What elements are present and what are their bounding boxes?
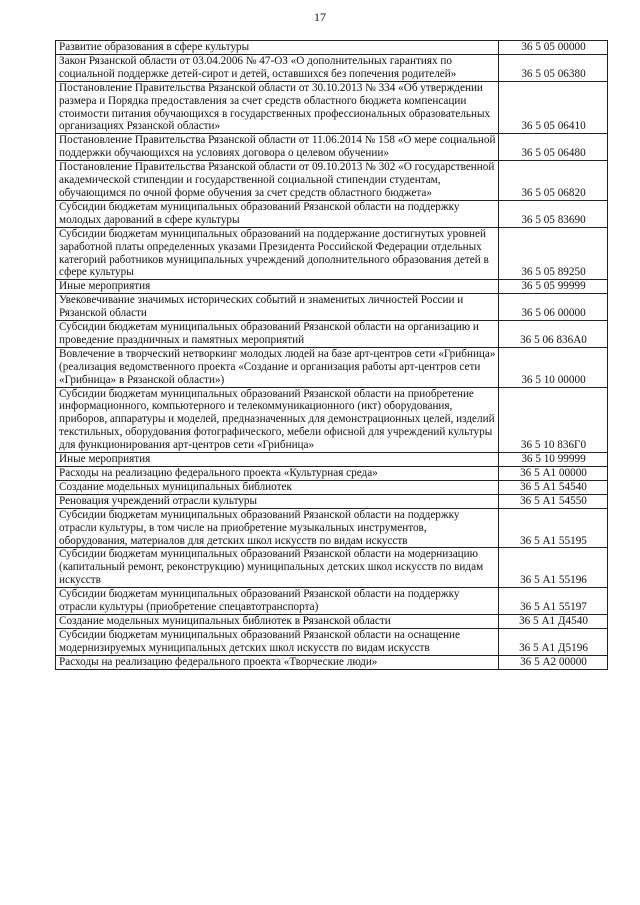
table-row [56, 280, 608, 294]
table-row [56, 480, 608, 494]
expense-name-cell: Создание модельных муниципальных библиотек в Рязанской области [56, 614, 499, 628]
table-row [56, 161, 608, 201]
expense-name-cell: Закон Рязанской области от 03.04.2006 № 47-ОЗ «О дополнительных гарантиях по социальной поддержке детей-сирот и детей, оставшихся без попечения родителей» [56, 54, 499, 81]
classification-code-cell: 36 5 А1 54550 [499, 494, 608, 508]
classification-code-cell: 36 5 А1 Д4540 [499, 614, 608, 628]
table-row [56, 508, 608, 548]
table-row [56, 227, 608, 280]
expense-name-cell: Реновация учреждений отрасли культуры [56, 494, 499, 508]
expense-name-cell: Субсидии бюджетам муниципальных образований Рязанской области на поддержку отрасли культуры (приобретение спецавтотранспорта) [56, 588, 499, 615]
table-row [56, 321, 608, 348]
classification-code-cell: 36 5 А2 00000 [499, 655, 608, 669]
expense-name-cell: Расходы на реализацию федерального проекта «Творческие люди» [56, 655, 499, 669]
classification-code-cell: 36 5 06 836А0 [499, 321, 608, 348]
table-row [56, 200, 608, 227]
classification-code-cell: 36 5 06 00000 [499, 294, 608, 321]
table-row [56, 453, 608, 467]
expense-name-cell: Расходы на реализацию федерального проекта «Культурная среда» [56, 467, 499, 481]
expense-name-cell: Создание модельных муниципальных библиотек [56, 480, 499, 494]
table-row [56, 494, 608, 508]
expense-name-cell: Увековечивание значимых исторических событий и знаменитых личностей России и Рязанской области [56, 294, 499, 321]
expense-name-cell: Субсидии бюджетам муниципальных образований Рязанской области на модернизацию (капитальный ремонт, реконструкцию) муниципальных детских школ искусств по видам искусств [56, 548, 499, 588]
classification-code-cell: 36 5 А1 55197 [499, 588, 608, 615]
classification-code-cell: 36 5 05 99999 [499, 280, 608, 294]
classification-code-cell: 36 5 А1 00000 [499, 467, 608, 481]
classification-code-cell: 36 5 А1 55196 [499, 548, 608, 588]
classification-code-cell: 36 5 05 06820 [499, 161, 608, 201]
table-row [56, 467, 608, 481]
classification-code-cell: 36 5 А1 55195 [499, 508, 608, 548]
classification-code-cell: 36 5 10 836Г0 [499, 387, 608, 453]
classification-code-cell: 36 5 05 06410 [499, 81, 608, 134]
classification-code-cell: 36 5 10 99999 [499, 453, 608, 467]
table-row [56, 548, 608, 588]
budget-classification-table [55, 40, 608, 670]
expense-name-cell: Субсидии бюджетам муниципальных образований Рязанской области на организацию и проведение праздничных и памятных мероприятий [56, 321, 499, 348]
table-row [56, 294, 608, 321]
table-row [56, 655, 608, 669]
table-row [56, 41, 608, 55]
classification-code-cell: 36 5 А1 Д5196 [499, 628, 608, 655]
table-row [56, 387, 608, 453]
expense-name-cell: Субсидии бюджетам муниципальных образований Рязанской области на поддержку отрасли культуры, в том числе на приобретение музыкальных инструментов, оборудования, материалов для детских школ искусств по видам искусств [56, 508, 499, 548]
expense-name-cell: Развитие образования в сфере культуры [56, 41, 499, 55]
expense-name-cell: Субсидии бюджетам муниципальных образований Рязанской области на приобретение информационного, компьютерного и телекоммуникационного (икт) оборудования, приборов, аппаратуры и моделей, предназначенных для демонстрационных целей, изделий текстильных, оборудования фотографического, мебели офисной для учреждений культуры для функционирования арт-центров сети «Грибница» [56, 387, 499, 453]
expense-name-cell: Иные мероприятия [56, 280, 499, 294]
expense-name-cell: Иные мероприятия [56, 453, 499, 467]
expense-name-cell: Субсидии бюджетам муниципальных образований Рязанской области на поддержку молодых дарований в сфере культуры [56, 200, 499, 227]
classification-code-cell: 36 5 10 00000 [499, 347, 608, 387]
classification-code-cell: 36 5 05 89250 [499, 227, 608, 280]
classification-code-cell: 36 5 А1 54540 [499, 480, 608, 494]
classification-code-cell: 36 5 05 06480 [499, 134, 608, 161]
table-row [56, 134, 608, 161]
expense-name-cell: Вовлечение в творческий нетворкинг молодых людей на базе арт-центров сети «Грибница» (реализация ведомственного проекта «Создание и организация работы арт-центров сети «Грибница» в Рязанской области») [56, 347, 499, 387]
expense-name-cell: Субсидии бюджетам муниципальных образований на поддержание достигнутых уровней заработной платы определенных указами Президента Российской Федерации отдельных категорий работников муниципальных учреждений дополнительного образования детей в сфере культуры [56, 227, 499, 280]
classification-code-cell: 36 5 05 00000 [499, 41, 608, 55]
expense-name-cell: Постановление Правительства Рязанской области от 11.06.2014 № 158 «О мере социальной поддержки обучающихся на условиях договора о целевом обучении» [56, 134, 499, 161]
classification-code-cell: 36 5 05 83690 [499, 200, 608, 227]
table-row [56, 81, 608, 134]
expense-name-cell: Постановление Правительства Рязанской области от 30.10.2013 № 334 «Об утверждении размера и Порядка предоставления за счет средств областного бюджета компенсации стоимости питания обучающихся в государственных профессиональных образовательных организациях Рязанской области» [56, 81, 499, 134]
expense-name-cell: Постановление Правительства Рязанской области от 09.10.2013 № 302 «О государственной академической стипендии и государственной социальной стипендии студентам, обучающимся по очной форме обучения за счет средств областного бюджета» [56, 161, 499, 201]
table-row [56, 614, 608, 628]
expense-name-cell: Субсидии бюджетам муниципальных образований Рязанской области на оснащение модернизируемых муниципальных детских школ искусств по видам искусств [56, 628, 499, 655]
table-row [56, 628, 608, 655]
classification-code-cell: 36 5 05 06380 [499, 54, 608, 81]
table-row [56, 347, 608, 387]
table-row [56, 54, 608, 81]
table-row [56, 588, 608, 615]
page-number: 17 [314, 10, 326, 24]
